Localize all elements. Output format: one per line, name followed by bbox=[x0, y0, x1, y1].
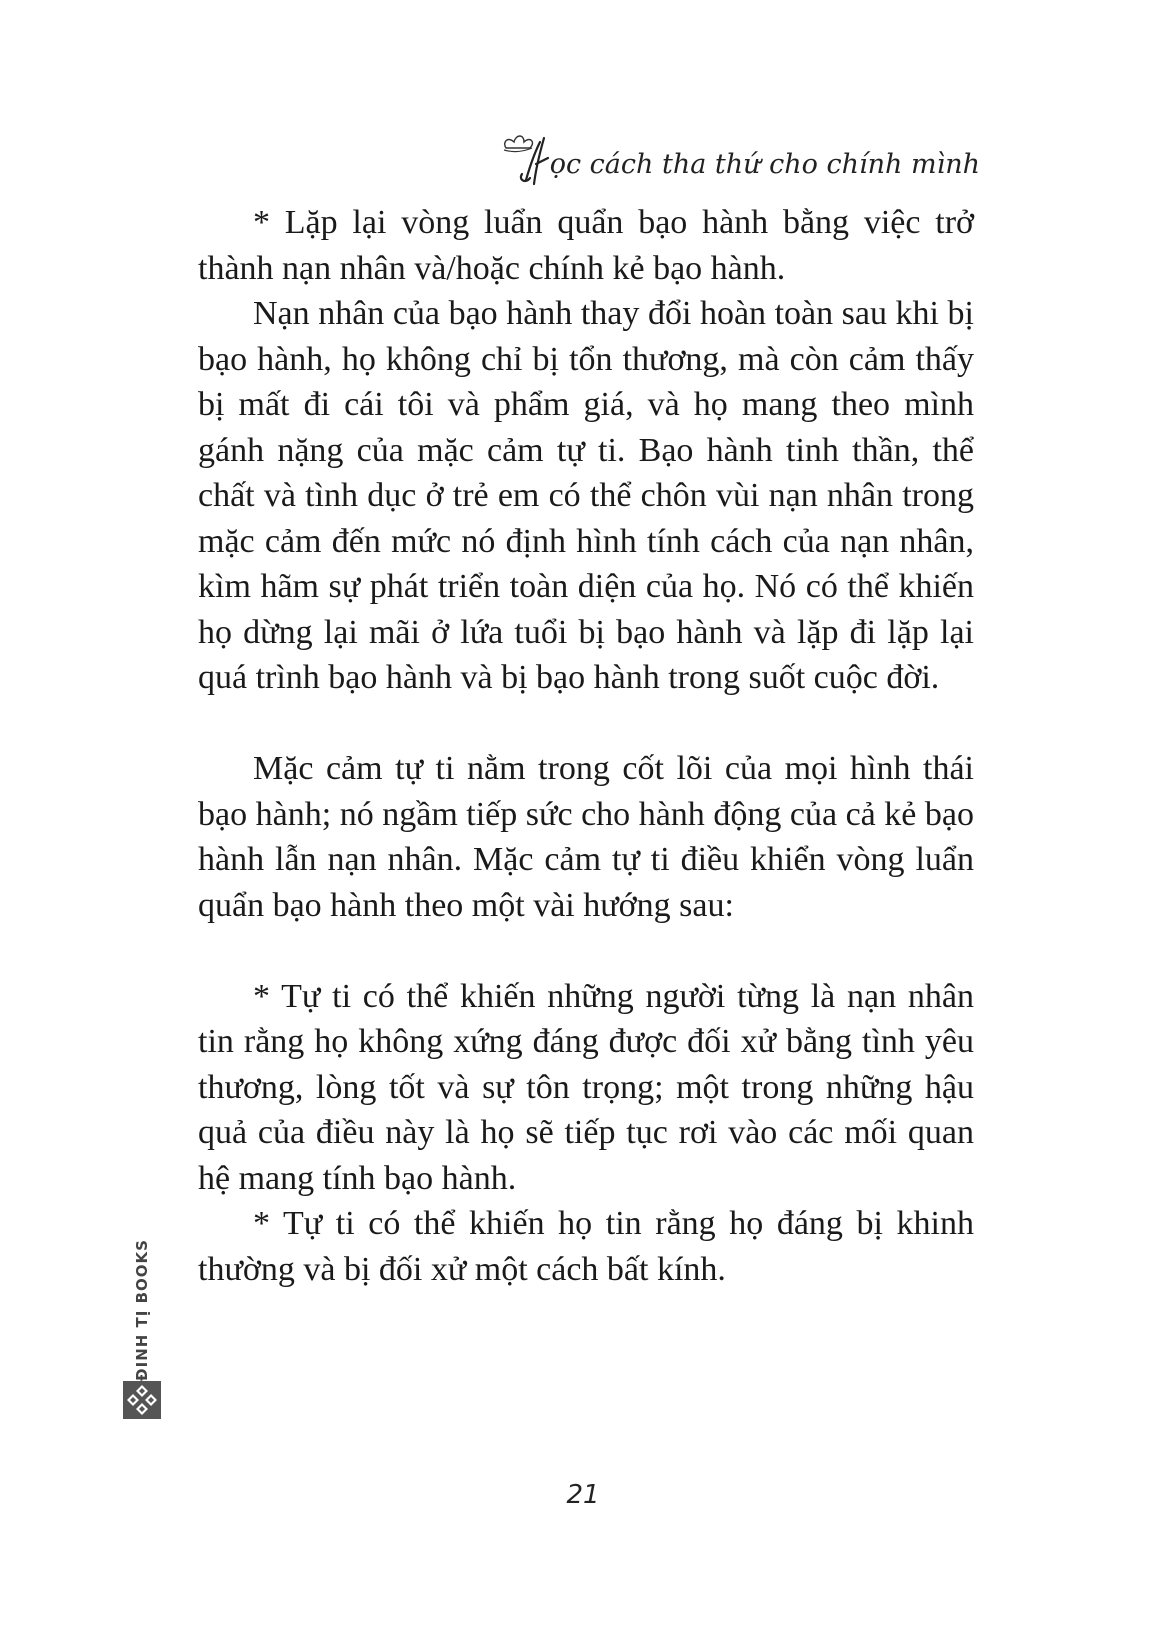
diamond-lattice-logo-icon bbox=[122, 1380, 162, 1420]
running-header-title: ọc cách tha thứ cho chính mình bbox=[549, 149, 980, 180]
paragraph-victims-change: Nạn nhân của bạo hành thay đổi hoàn toàn sau khi bị bạo hành, họ không chỉ bị tổn thương, mà còn cảm thấy bị mất đi cái tôi và phẩm giá, và họ mang theo mình gánh nặng của mặc cảm tự ti. Bạo hành tinh thần, thể chất và tình dục ở trẻ em có thể chôn vùi nạn nhân trong mặc cảm đến mức nó định hình tính cách của nạn nhân, kìm hãm sự phát triển toàn diện của họ. Nó có thể khiến họ dừng lại mãi ở lứa tuổi bị bạo hành và lặp đi lặp lại quá trình bạo hành và bị bạo hành trong suốt cuộc đời. bbox=[198, 295, 974, 696]
publisher-name: ĐINH TỊ BOOKS bbox=[133, 1239, 151, 1381]
paragraph-bullet-deserve-contempt: * Tự ti có thể khiến họ tin rằng họ đáng bị khinh thường và bị đối xử một cách bất kính. bbox=[198, 1205, 974, 1288]
paragraph-bullet-unworthy-of-love: * Tự ti có thể khiến những người từng là nạn nhân tin rằng họ không xứng đáng được đối xử bằng tình yêu thương, lòng tốt và sự tôn trọng; một trong những hậu quả của điều này là họ sẽ tiếp tục rơi vào các mối quan hệ mang tính bạo hành. bbox=[198, 977, 974, 1197]
running-header bbox=[500, 128, 980, 188]
body-text bbox=[198, 200, 974, 1292]
paragraph-inferiority-core: Mặc cảm tự ti nằm trong cốt lõi của mọi hình thái bạo hành; nó ngầm tiếp sức cho hành động của cả kẻ bạo hành lẫn nạn nhân. Mặc cảm tự ti điều khiển vòng luẩn quẩn bạo hành theo một vài hướng sau: bbox=[198, 750, 974, 924]
paragraph-bullet-repeat-cycle: * Lặp lại vòng luẩn quẩn bạo hành bằng việc trở thành nạn nhân và/hoặc chính kẻ bạo hành. bbox=[198, 204, 974, 287]
page-number: 21 bbox=[566, 1480, 600, 1510]
lotus-H-monogram-icon bbox=[500, 130, 550, 188]
paragraph-gap bbox=[198, 928, 974, 974]
paragraph-gap bbox=[198, 701, 974, 747]
